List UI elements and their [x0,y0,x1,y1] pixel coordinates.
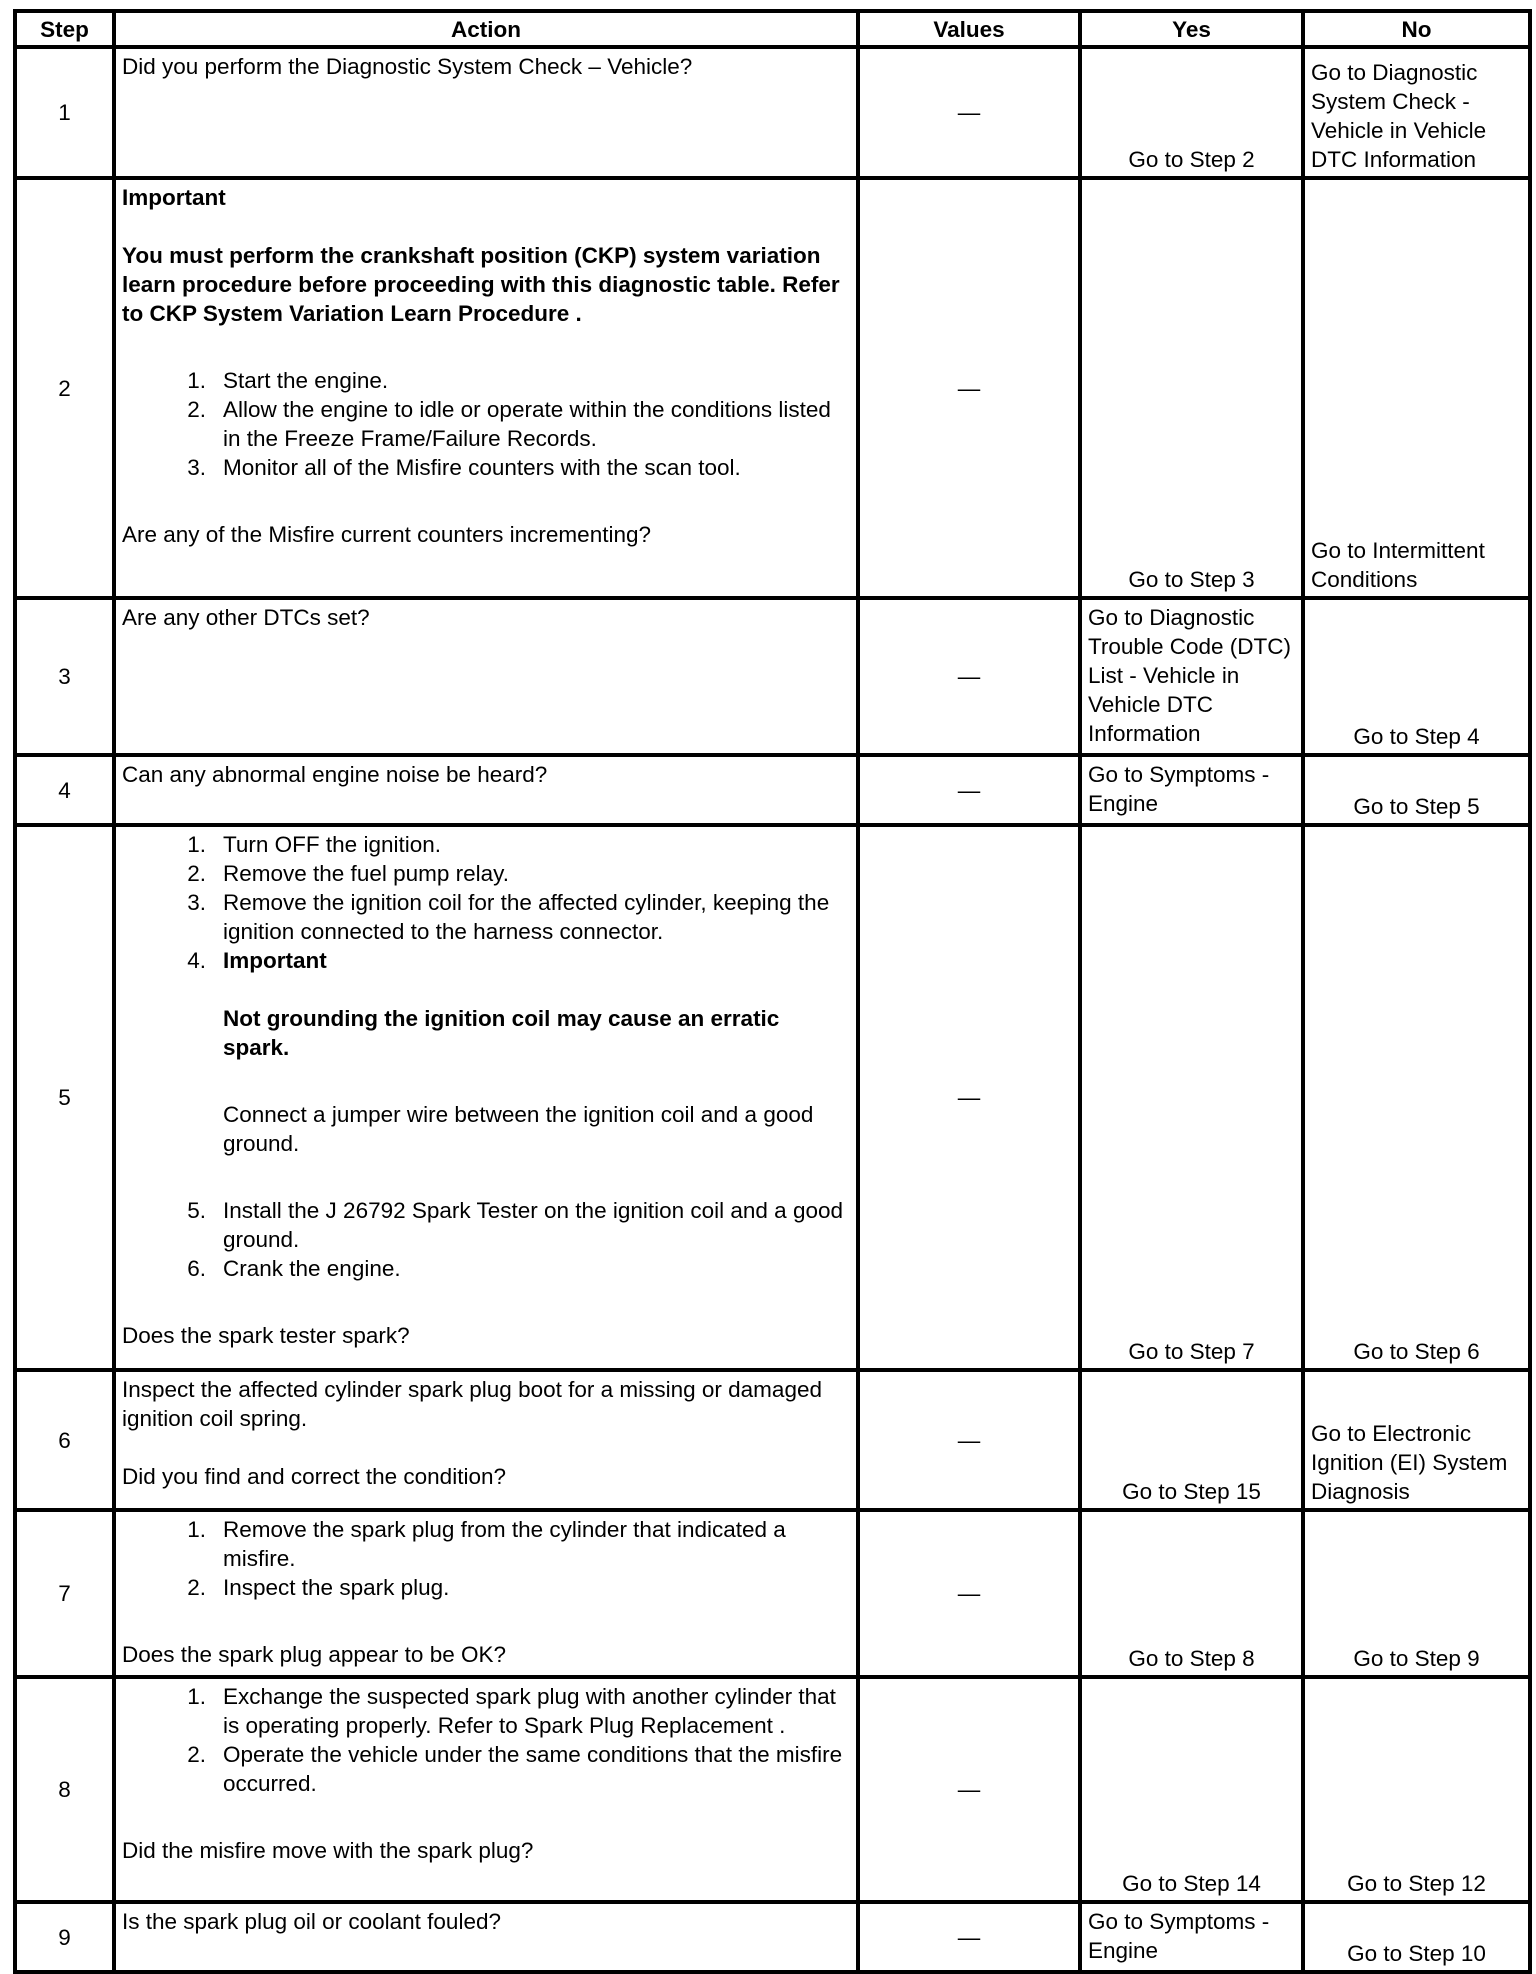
action-cell [114,1510,858,1677]
values-cell: — [858,1510,1080,1677]
action-question: Did you find and correct the condition? [122,1464,506,1489]
values-cell: — [858,47,1080,178]
action-text: Is the spark plug oil or coolant fouled? [122,1909,501,1934]
header-row [15,11,1530,47]
action-text: Are any other DTCs set? [122,605,370,630]
list-item: 1. Start the engine. [187,368,389,393]
jumper-instruction: Connect a jumper wire between the ignition coil and a good ground. [223,1102,814,1156]
diagnostic-table-wrapper [13,9,1528,1974]
action-text: Did you perform the Diagnostic System Check – Vehicle? [122,54,693,79]
step-number: 5 [15,825,114,1370]
list-item: 3. Monitor all of the Misfire counters with the scan tool. [187,455,741,480]
table-row [15,755,1530,825]
header-no: No [1303,11,1530,47]
table-row [15,47,1530,178]
action-cell [114,1902,858,1972]
procedure-list [122,1682,850,1798]
step-number: 4 [15,755,114,825]
no-cell: Go to Step 6 [1303,825,1530,1370]
table-row [15,1370,1530,1510]
no-cell: Go to Diagnostic System Check - Vehicle in Vehicle DTC Information [1303,47,1530,178]
important-warning: Not grounding the ignition coil may cause an erratic spark. [223,1006,780,1060]
list-item: 5. Install the J 26792 Spark Tester on the ignition coil and a good ground. [187,1198,844,1252]
header-step: Step [15,11,114,47]
values-cell: — [858,598,1080,755]
action-cell [114,1677,858,1902]
action-question: Does the spark tester spark? [122,1323,410,1348]
table-row [15,1510,1530,1677]
values-cell: — [858,178,1080,598]
important-warning: You must perform the crankshaft position (CKP) system variation learn procedure before proceeding with this diagnostic table. Refer to CKP System Variation Learn Procedure . [122,243,840,326]
list-item: 2. Allow the engine to idle or operate within the conditions listed in the Freeze Frame/Failure Records. [187,397,831,451]
values-cell: — [858,825,1080,1370]
yes-cell: Go to Diagnostic Trouble Code (DTC) List - Vehicle in Vehicle DTC Information [1080,598,1303,755]
table-row [15,598,1530,755]
action-question: Does the spark plug appear to be OK? [122,1642,506,1667]
action-cell [114,47,858,178]
step-number: 6 [15,1370,114,1510]
action-cell [114,598,858,755]
yes-cell: Go to Step 2 [1080,47,1303,178]
table-row [15,1677,1530,1902]
yes-cell: Go to Symptoms - Engine [1080,755,1303,825]
no-cell: Go to Step 5 [1303,755,1530,825]
yes-cell: Go to Step 3 [1080,178,1303,598]
table-row [15,1902,1530,1972]
action-cell [114,178,858,598]
procedure-list [122,1515,850,1602]
yes-cell: Go to Step 15 [1080,1370,1303,1510]
header-yes: Yes [1080,11,1303,47]
values-cell: — [858,755,1080,825]
list-item: 1. Exchange the suspected spark plug with another cylinder that is operating properly. Refer to Spark Plug Replacement . [187,1684,836,1738]
procedure-list [122,830,850,1283]
procedure-list [122,366,850,482]
action-text: Inspect the affected cylinder spark plug boot for a missing or damaged ignition coil spring. [122,1377,822,1431]
list-item: 2. Inspect the spark plug. [187,1575,450,1600]
step-number: 2 [15,178,114,598]
yes-cell: Go to Step 8 [1080,1510,1303,1677]
yes-cell: Go to Symptoms - Engine [1080,1902,1303,1972]
list-item: 2. Operate the vehicle under the same conditions that the misfire occurred. [187,1742,843,1796]
no-cell: Go to Intermittent Conditions [1303,178,1530,598]
yes-cell: Go to Step 14 [1080,1677,1303,1902]
important-label: Important [122,185,226,210]
action-cell [114,755,858,825]
action-text: Can any abnormal engine noise be heard? [122,762,548,787]
header-action: Action [114,11,858,47]
values-cell: — [858,1902,1080,1972]
step-number: 1 [15,47,114,178]
list-item: 1. Remove the spark plug from the cylinder that indicated a misfire. [187,1517,786,1571]
header-values: Values [858,11,1080,47]
list-item: 6. Crank the engine. [187,1256,401,1281]
yes-cell: Go to Step 7 [1080,825,1303,1370]
no-cell: Go to Step 9 [1303,1510,1530,1677]
table-row [15,825,1530,1370]
action-question: Did the misfire move with the spark plug? [122,1838,534,1863]
step-number: 8 [15,1677,114,1902]
step-number: 7 [15,1510,114,1677]
step-number: 3 [15,598,114,755]
list-item: 2. Remove the fuel pump relay. [187,861,509,886]
list-item: 1. Turn OFF the ignition. [187,832,442,857]
no-cell: Go to Electronic Ignition (EI) System Diagnosis [1303,1370,1530,1510]
no-cell: Go to Step 10 [1303,1902,1530,1972]
list-item: 4. Important Not grounding the ignition coil may cause an erratic spark. Connect a jumper wire between the ignition coil and a good ground. [122,946,850,1196]
no-cell: Go to Step 4 [1303,598,1530,755]
action-cell [114,825,858,1370]
table-row [15,178,1530,598]
diagnostic-table [13,9,1532,1974]
action-cell [114,1370,858,1510]
step-number: 9 [15,1902,114,1972]
action-question: Are any of the Misfire current counters incrementing? [122,522,651,547]
values-cell: — [858,1677,1080,1902]
no-cell: Go to Step 12 [1303,1677,1530,1902]
values-cell: — [858,1370,1080,1510]
list-item: 3. Remove the ignition coil for the affected cylinder, keeping the ignition connected to the harness connector. [187,890,830,944]
